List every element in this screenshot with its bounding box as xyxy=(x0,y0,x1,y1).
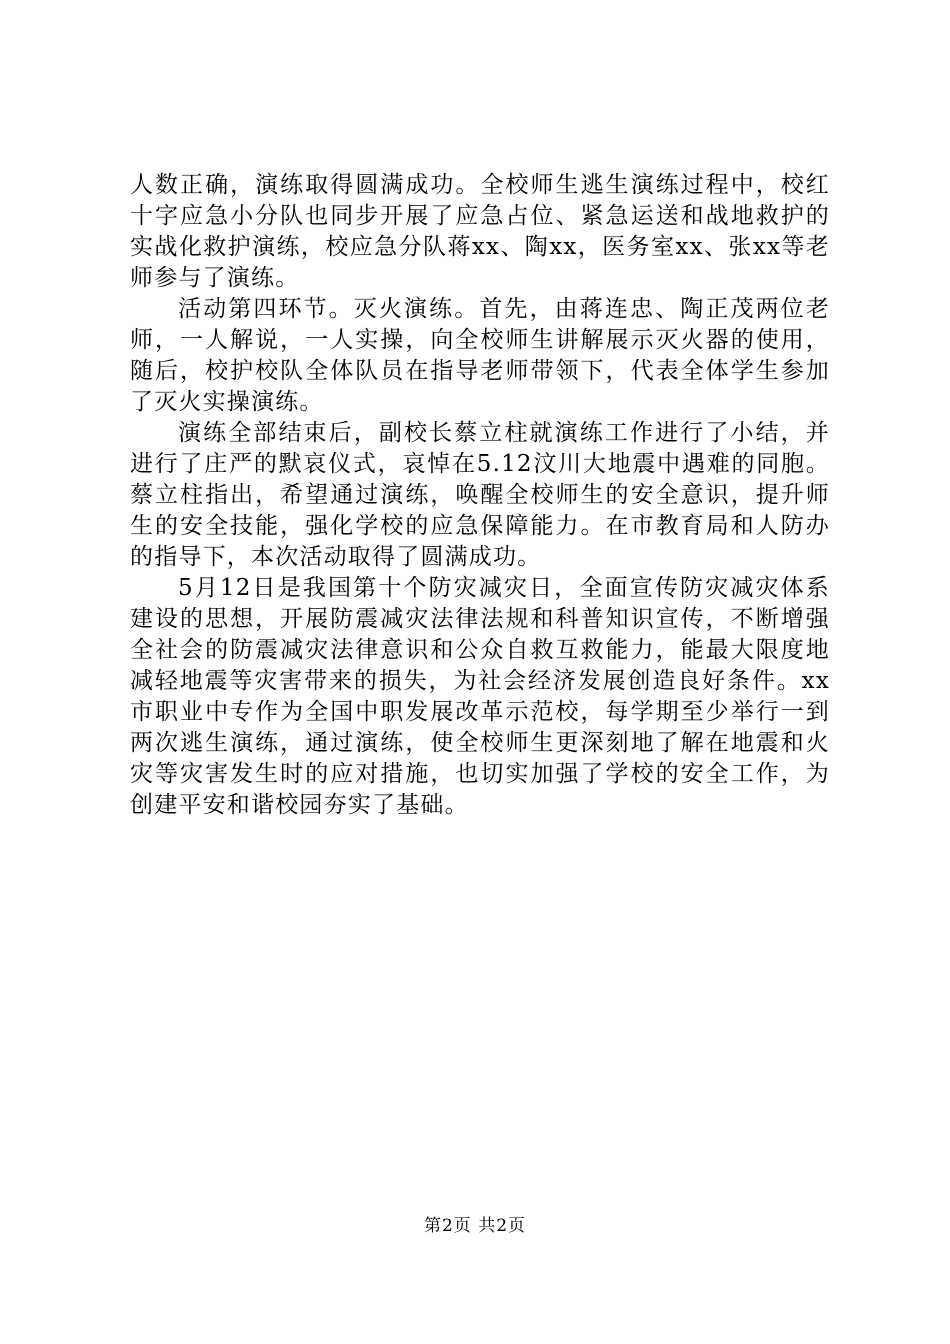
paragraph-continuation: 人数正确，演练取得圆满成功。全校师生逃生演练过程中，校红十字应急小分队也同步开展了应急占位、紧急运送和战地救护的实战化救护演练，校应急分队蒋xx、陶xx，医务室xx、张xx等老师参与了演练。 xyxy=(130,172,830,291)
document-body xyxy=(130,170,830,821)
page-footer: 第2页 共2页 xyxy=(423,1216,527,1236)
paragraph-disaster-day: 5月12日是我国第十个防灾减灾日，全面宣传防灾减灾体系建设的思想，开展防震减灾法律法规和科普知识宣传，不断增强全社会的防震减灾法律意识和公众自救互救能力，能最大限度地减轻地震等灾害带来的损失，为社会经济发展创造良好条件。xx市职业中专作为全国中职发展改革示范校，每学期至少举行一到两次逃生演练，通过演练，使全校师生更深刻地了解在地震和火灾等灾害发生时的应对措施，也切实加强了学校的安全工作，为创建平安和谐校园夯实了基础。 xyxy=(130,575,830,818)
paragraph-fire-drill: 活动第四环节。灭火演练。首先，由蒋连忠、陶正茂两位老师，一人解说，一人实操，向全校师生讲解展示灭火器的使用，随后，校护校队全体队员在指导老师带领下，代表全体学生参加了灭火实操演练。 xyxy=(130,296,830,415)
paragraph-summary: 演练全部结束后，副校长蔡立柱就演练工作进行了小结，并进行了庄严的默哀仪式，哀悼在5.12汶川大地震中遇难的同胞。蔡立柱指出，希望通过演练，唤醒全校师生的安全意识，提升师生的安全技能，强化学校的应急保障能力。在市教育局和人防办的指导下，本次活动取得了圆满成功。 xyxy=(130,420,830,570)
